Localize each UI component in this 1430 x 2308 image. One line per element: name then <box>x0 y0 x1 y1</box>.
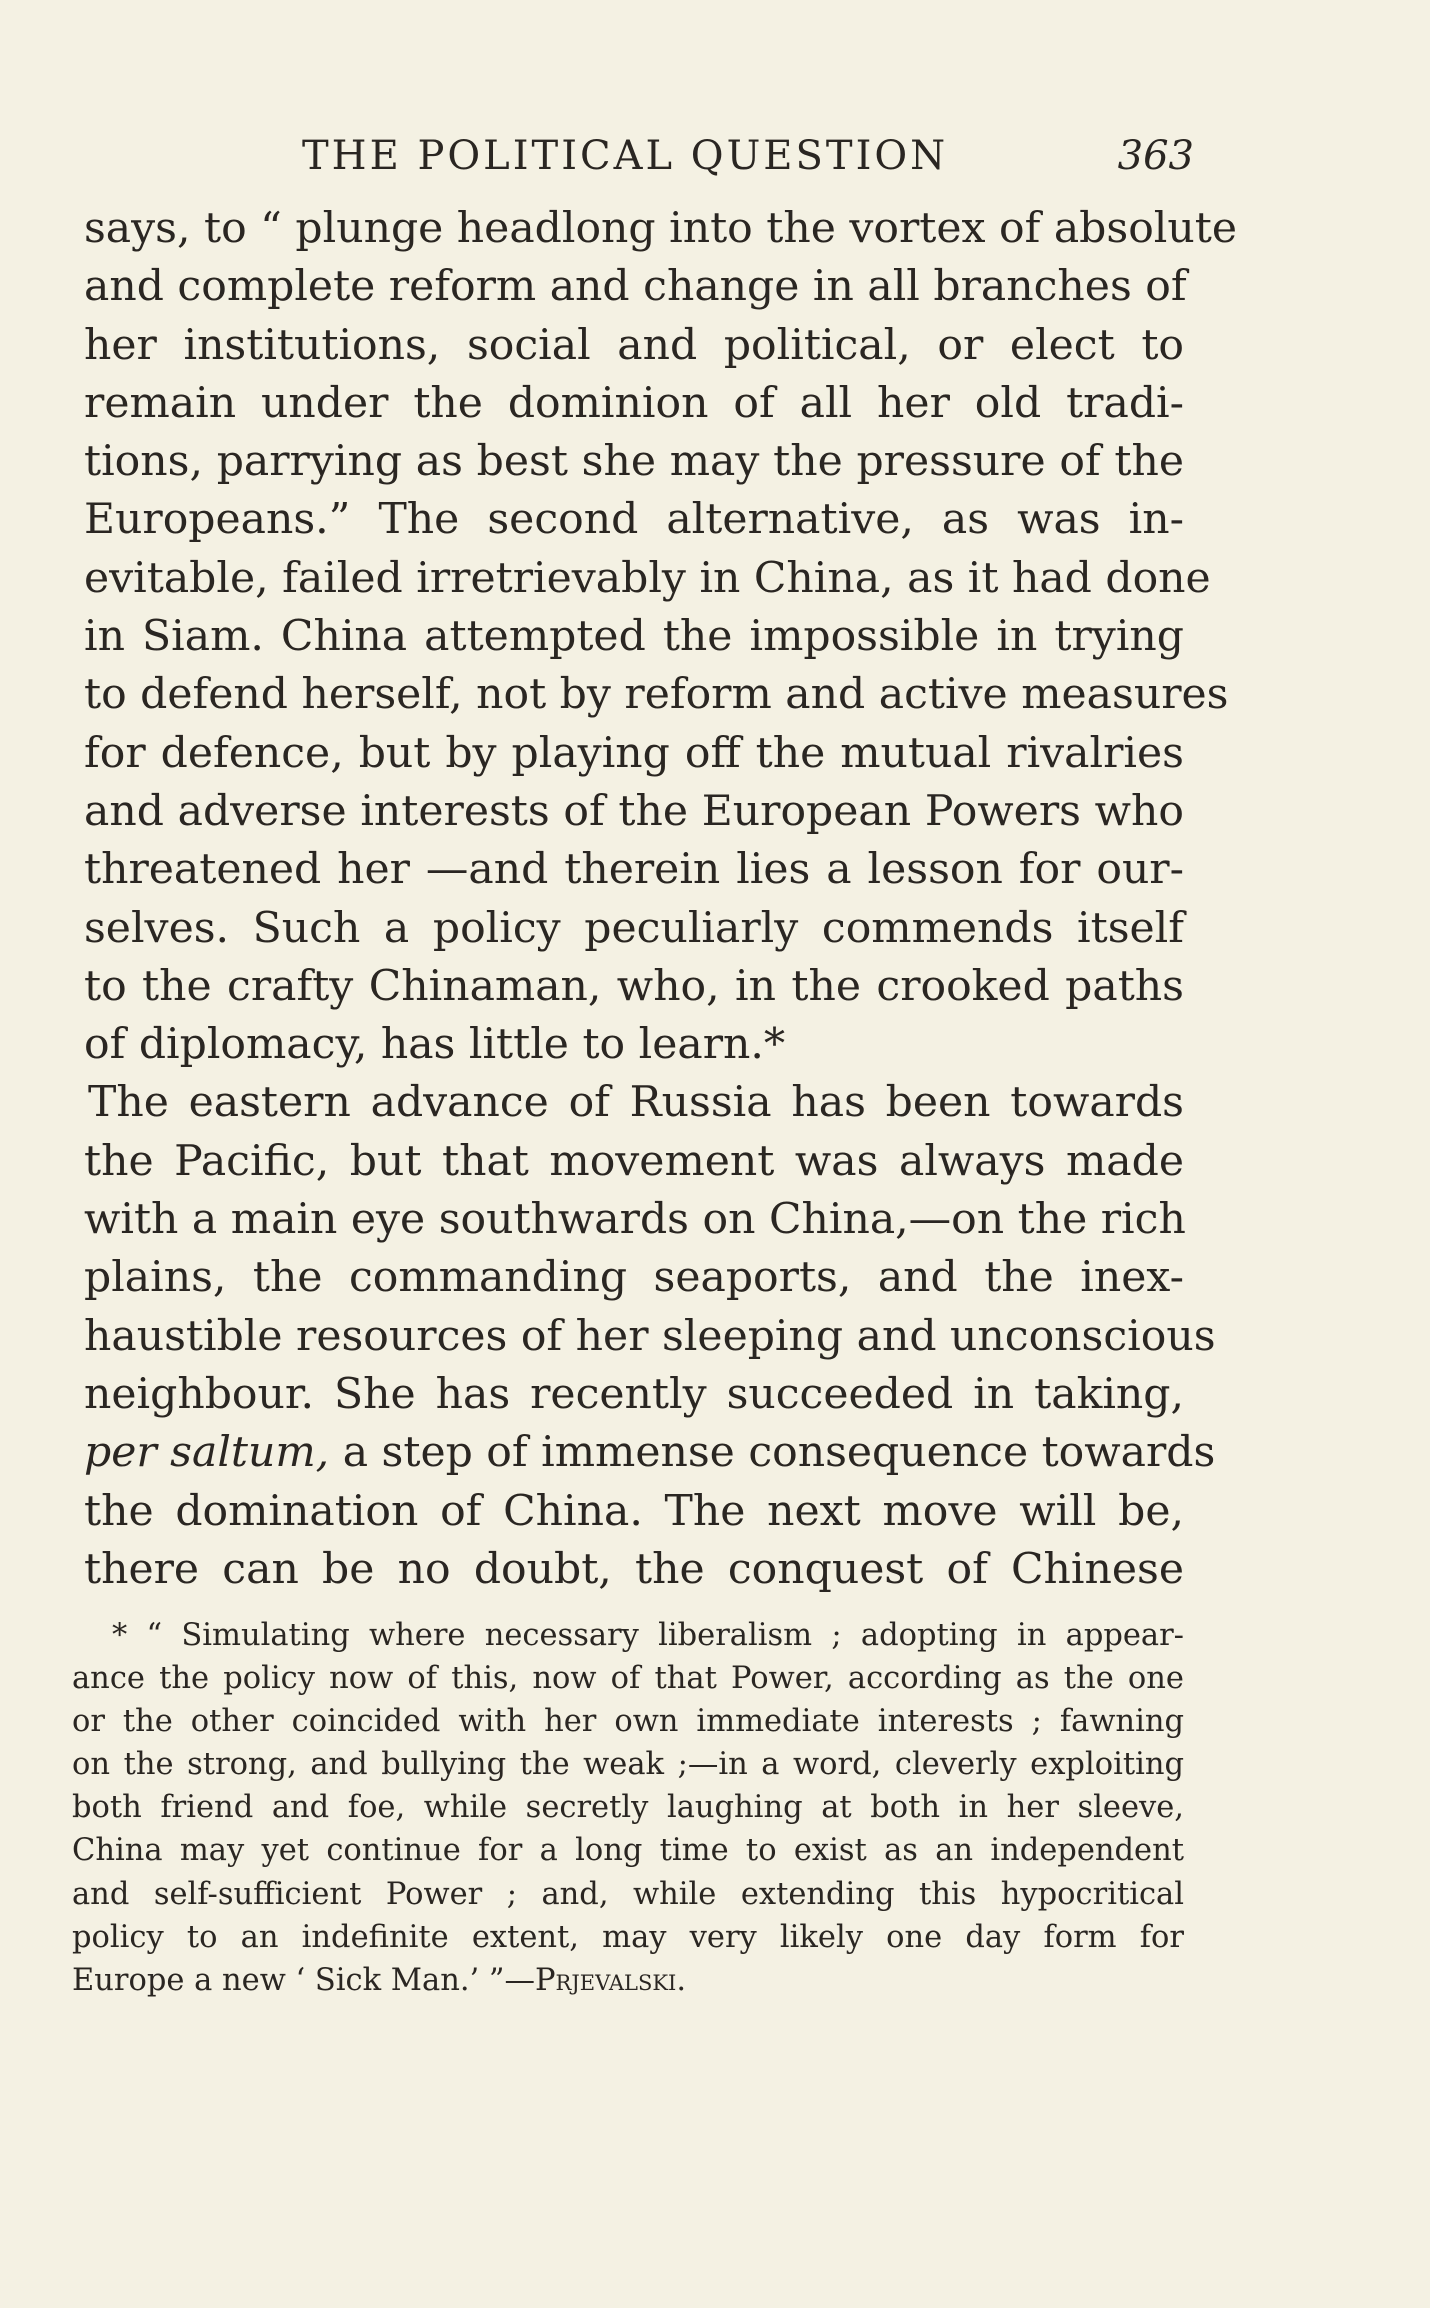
text-line: to defend herself, not by reform and active measures <box>84 670 1229 720</box>
main-text <box>84 200 1237 1599</box>
text-line: says, to “ plunge headlong into the vortex of absolute <box>84 204 1237 253</box>
page-header <box>84 128 1194 184</box>
text-line: remain under the dominion of all her old tradi- <box>84 378 1184 428</box>
latin-phrase: per saltum, <box>84 1428 330 1478</box>
text-line: and adverse interests of the European Powers who <box>84 786 1184 836</box>
footnote-line: and self-sufficient Power ; and, while extending this hypocritical <box>72 1876 1184 1912</box>
text-line: evitable, failed irretrievably in China, as it had done <box>84 553 1211 603</box>
text-line: the Pacific, but that movement was always made <box>84 1136 1184 1186</box>
text-line: to the crafty Chinaman, who, in the crooked paths <box>84 961 1184 1011</box>
footnote-line: ance the policy now of this, now of that Power, according as the one <box>72 1661 1184 1697</box>
text-fragment: a step of immense consequence towards <box>342 1428 1216 1478</box>
footnote-line: China may yet continue for a long time to exist as an independent <box>72 1833 1184 1869</box>
text-line: there can be no doubt, the conquest of Chinese <box>84 1544 1184 1594</box>
text-line: with a main eye southwards on China,—on the rich <box>84 1195 1186 1245</box>
text-fragment: Europe a new ‘ Sick Man.’ ”— <box>72 1962 536 1998</box>
running-title: THE POLITICAL QUESTION <box>302 133 949 179</box>
footnote <box>72 1614 1184 2002</box>
text-line: and complete reform and change in all branches of <box>84 262 1187 312</box>
text-line: her institutions, social and political, or elect to <box>84 320 1184 370</box>
footnote-line: * “ Simulating where necessary liberalism ; adopting in appear- <box>112 1618 1184 1653</box>
text-line: selves. Such a policy peculiarly commends itself <box>84 903 1184 953</box>
text-line <box>84 1424 1216 1482</box>
footnote-line: both friend and foe, while secretly laughing at both in her sleeve, <box>72 1790 1184 1826</box>
text-line: for defence, but by playing off the mutual rivalries <box>84 728 1184 778</box>
attribution: Prjevalski. <box>535 1962 687 1998</box>
text-line: Europeans.” The second alternative, as was in- <box>84 495 1184 545</box>
text-line: neighbour. She has recently succeeded in taking, <box>84 1369 1184 1419</box>
text-line: plains, the commanding seaports, and the inex- <box>84 1253 1184 1303</box>
text-line: tions, parrying as best she may the pressure of the <box>84 437 1184 487</box>
text-line: the domination of China. The next move will be, <box>84 1486 1184 1536</box>
page-number: 363 <box>1117 133 1194 179</box>
text-line: haustible resources of her sleeping and unconscious <box>84 1311 1216 1361</box>
footnote-line <box>72 1959 1184 2002</box>
text-line: in Siam. China attempted the impossible in trying <box>84 612 1184 662</box>
text-line: threatened her —and therein lies a lesson for our- <box>84 845 1184 895</box>
text-line: The eastern advance of Russia has been towards <box>88 1078 1184 1128</box>
text-line: of diplomacy, has little to learn.* <box>84 1020 786 1070</box>
footnote-line: on the strong, and bullying the weak ;—in a word, cleverly exploiting <box>72 1747 1184 1783</box>
footnote-line: or the other coincided with her own immediate interests ; fawning <box>72 1704 1184 1740</box>
footnote-line: policy to an indefinite extent, may very likely one day form for <box>72 1919 1184 1955</box>
